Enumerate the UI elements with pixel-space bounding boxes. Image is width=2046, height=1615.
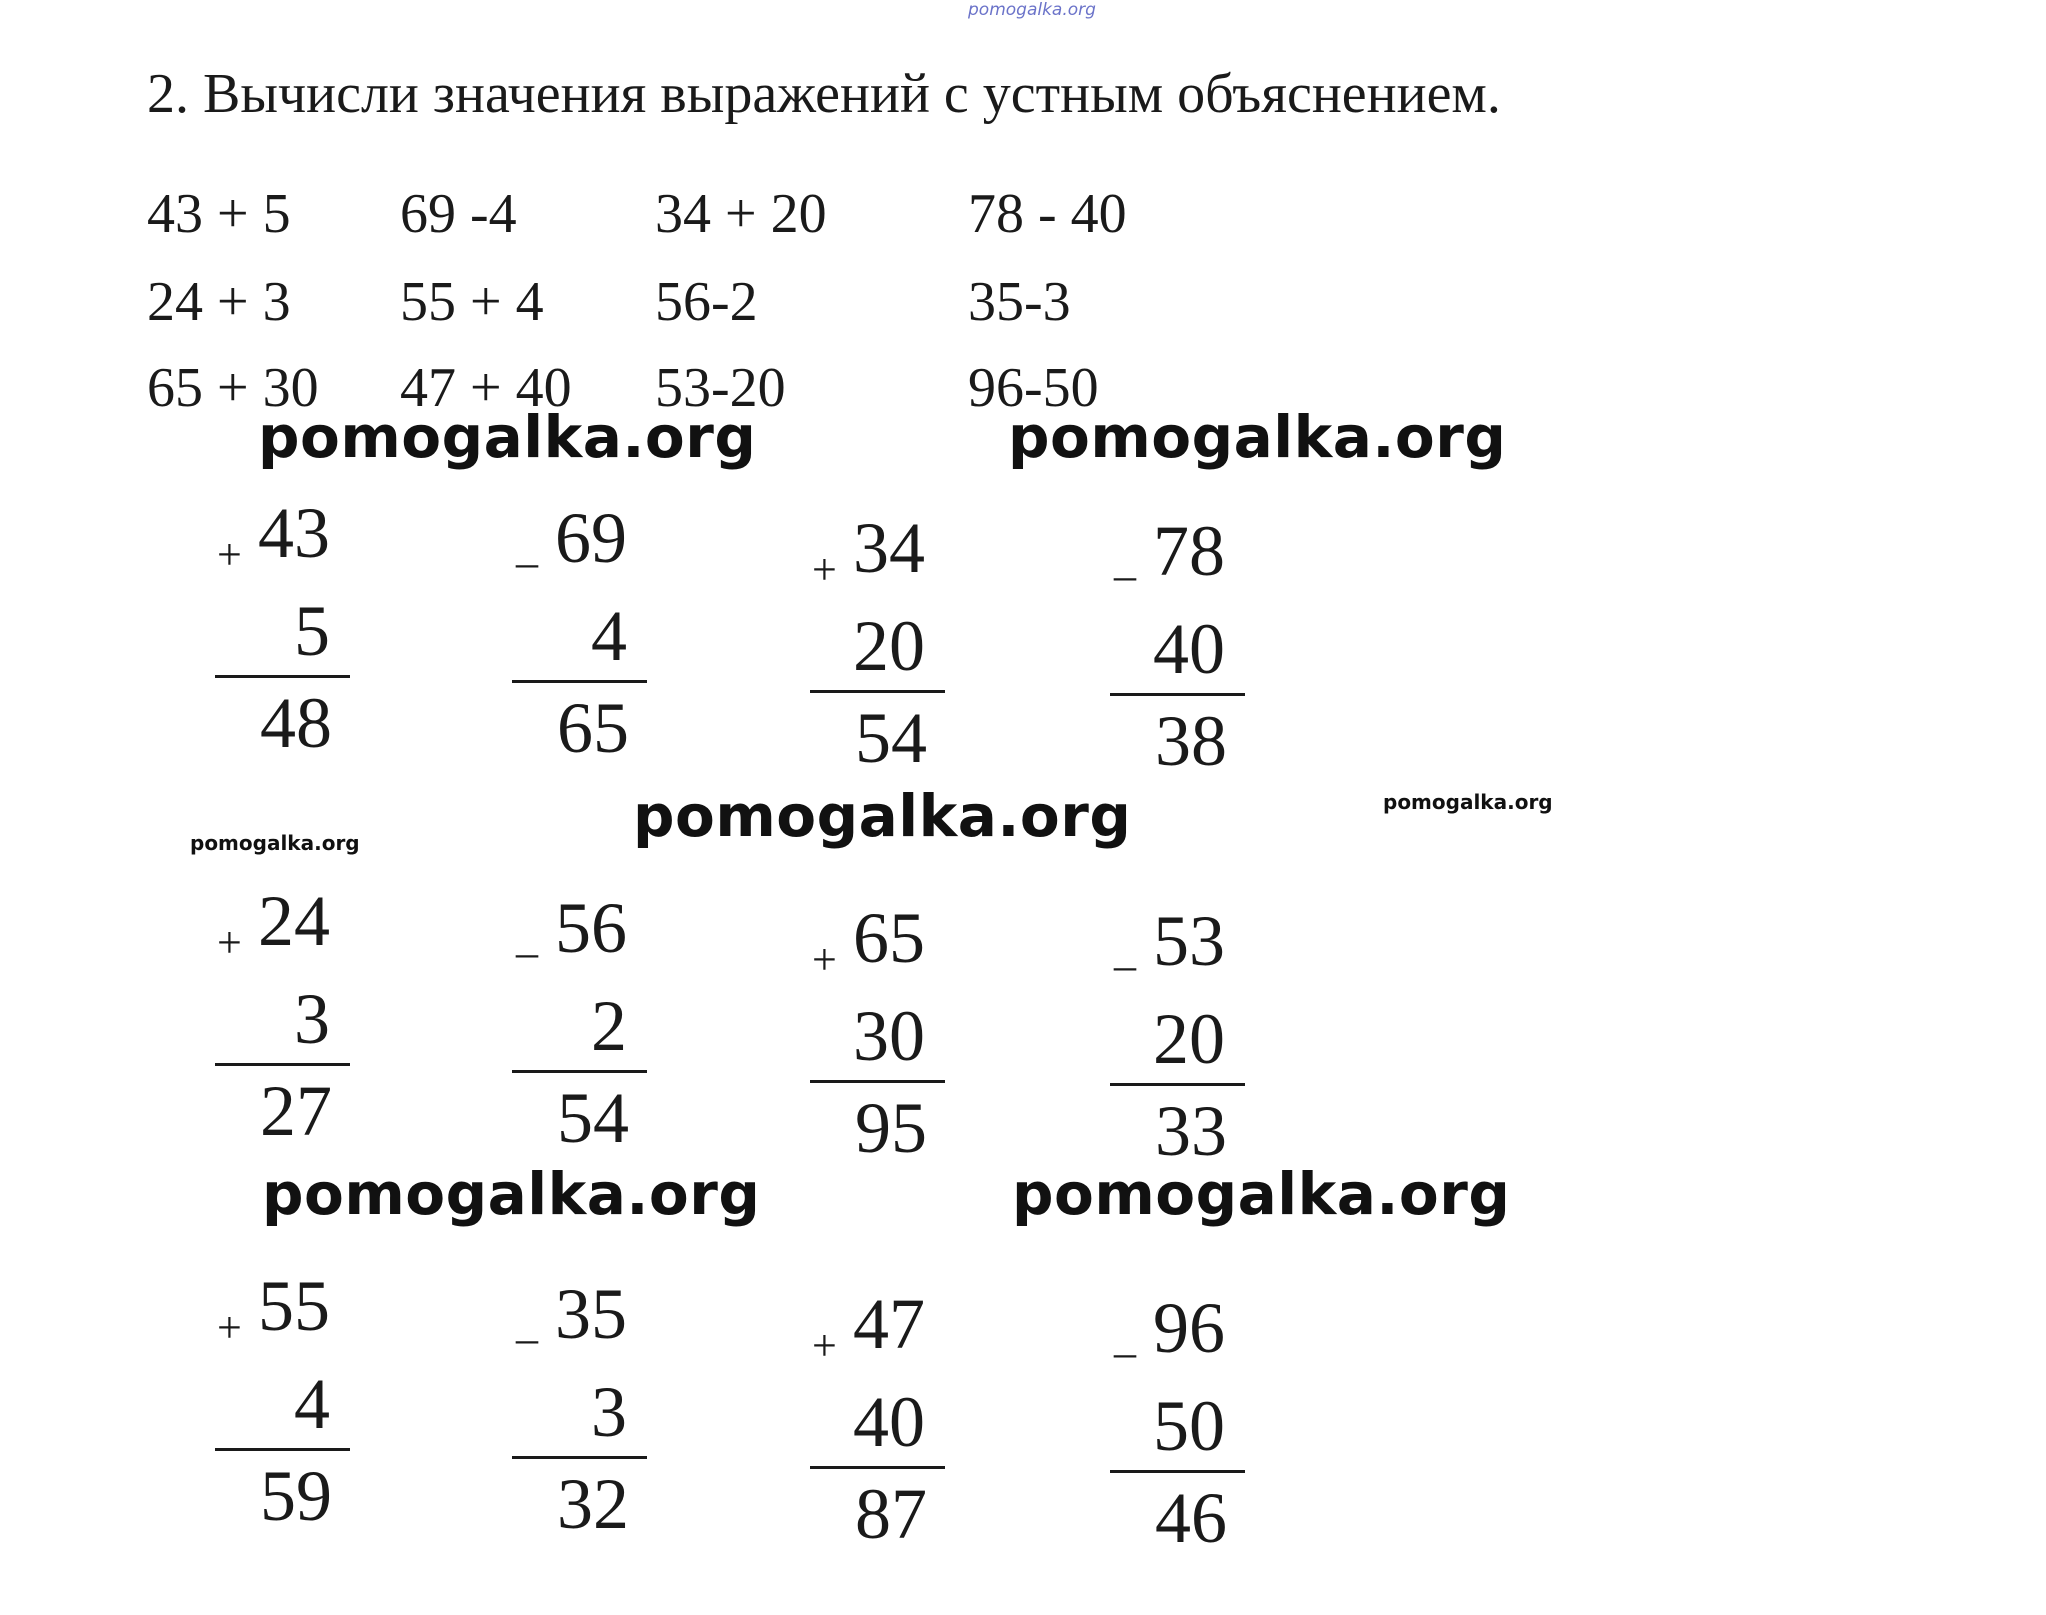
- expression: 35-3: [968, 271, 1071, 333]
- expression: 78 - 40: [968, 183, 1127, 245]
- sum-line: [512, 1456, 647, 1459]
- column-calculation: [215, 493, 350, 767]
- watermark-small-1: pomogalka.org: [190, 831, 360, 855]
- column-calculation: [1110, 901, 1245, 1175]
- operand-2: 3: [294, 979, 330, 1059]
- operand-1: 65: [853, 898, 925, 978]
- column-calculation: [215, 881, 350, 1155]
- operand-2: 20: [853, 606, 925, 686]
- watermark-small-2: pomogalka.org: [1383, 790, 1553, 814]
- expression: 34 + 20: [655, 183, 827, 245]
- watermark-4: pomogalka.org: [262, 1160, 761, 1228]
- result: 59: [260, 1456, 332, 1536]
- result: 48: [260, 683, 332, 763]
- sum-line: [810, 1080, 945, 1083]
- operand-2: 30: [853, 996, 925, 1076]
- operand-1: 34: [853, 508, 925, 588]
- result: 32: [557, 1464, 629, 1544]
- column-calculation: [810, 508, 945, 782]
- expression: 65 + 30: [147, 357, 319, 419]
- watermark-top: pomogalka.org: [968, 0, 1096, 20]
- column-calculation: [810, 1284, 945, 1558]
- result: 54: [855, 698, 927, 778]
- task-title: 2. Вычисли значения выражений с устным объяснением.: [147, 63, 1501, 125]
- column-calculation: [1110, 1288, 1245, 1562]
- operand-1: 78: [1153, 511, 1225, 591]
- operand-1: 69: [555, 498, 627, 578]
- result: 95: [855, 1088, 927, 1168]
- expression: 53-20: [655, 357, 786, 419]
- watermark-3: pomogalka.org: [633, 782, 1132, 850]
- sum-line: [215, 1448, 350, 1451]
- sum-line: [1110, 1083, 1245, 1086]
- operand-1: 96: [1153, 1288, 1225, 1368]
- expression: 24 + 3: [147, 271, 291, 333]
- operand-2: 40: [1153, 609, 1225, 689]
- operand-1: 47: [853, 1284, 925, 1364]
- operand-2: 2: [591, 986, 627, 1066]
- column-calculation: [512, 1274, 647, 1548]
- operation-sign: +: [812, 935, 837, 984]
- operand-2: 4: [294, 1364, 330, 1444]
- sum-line: [810, 690, 945, 693]
- operation-sign: _: [1114, 536, 1136, 585]
- operand-2: 50: [1153, 1386, 1225, 1466]
- sum-line: [1110, 693, 1245, 696]
- column-calculation: [512, 498, 647, 772]
- operation-sign: +: [812, 1321, 837, 1370]
- result: 27: [260, 1071, 332, 1151]
- operation-sign: _: [1114, 1313, 1136, 1362]
- watermark-5: pomogalka.org: [1012, 1160, 1511, 1228]
- sum-line: [810, 1466, 945, 1469]
- column-calculation: [1110, 511, 1245, 785]
- operand-1: 53: [1153, 901, 1225, 981]
- sum-line: [512, 1070, 647, 1073]
- operand-2: 5: [294, 591, 330, 671]
- result: 87: [855, 1474, 927, 1554]
- column-calculation: [512, 888, 647, 1162]
- result: 33: [1155, 1091, 1227, 1171]
- operation-sign: _: [516, 523, 538, 572]
- result: 46: [1155, 1478, 1227, 1558]
- operand-1: 56: [555, 888, 627, 968]
- sum-line: [215, 675, 350, 678]
- operation-sign: _: [516, 1299, 538, 1348]
- column-calculation: [215, 1266, 350, 1540]
- result: 38: [1155, 701, 1227, 781]
- operand-2: 20: [1153, 999, 1225, 1079]
- column-calculation: [810, 898, 945, 1172]
- operation-sign: +: [217, 1303, 242, 1352]
- expression: 96-50: [968, 357, 1099, 419]
- operand-1: 24: [258, 881, 330, 961]
- result: 54: [557, 1078, 629, 1158]
- watermark-1: pomogalka.org: [258, 403, 757, 471]
- result: 65: [557, 688, 629, 768]
- sum-line: [512, 680, 647, 683]
- operation-sign: _: [516, 913, 538, 962]
- expression: 47 + 40: [400, 357, 572, 419]
- watermark-2: pomogalka.org: [1008, 403, 1507, 471]
- operand-2: 4: [591, 596, 627, 676]
- operation-sign: _: [1114, 926, 1136, 975]
- operation-sign: +: [812, 545, 837, 594]
- operand-1: 55: [258, 1266, 330, 1346]
- expression: 55 + 4: [400, 271, 544, 333]
- expression: 43 + 5: [147, 183, 291, 245]
- sum-line: [215, 1063, 350, 1066]
- sum-line: [1110, 1470, 1245, 1473]
- operand-2: 3: [591, 1372, 627, 1452]
- operand-1: 35: [555, 1274, 627, 1354]
- operand-2: 40: [853, 1382, 925, 1462]
- expression: 69 -4: [400, 183, 517, 245]
- operation-sign: +: [217, 918, 242, 967]
- operand-1: 43: [258, 493, 330, 573]
- operation-sign: +: [217, 530, 242, 579]
- expression: 56-2: [655, 271, 758, 333]
